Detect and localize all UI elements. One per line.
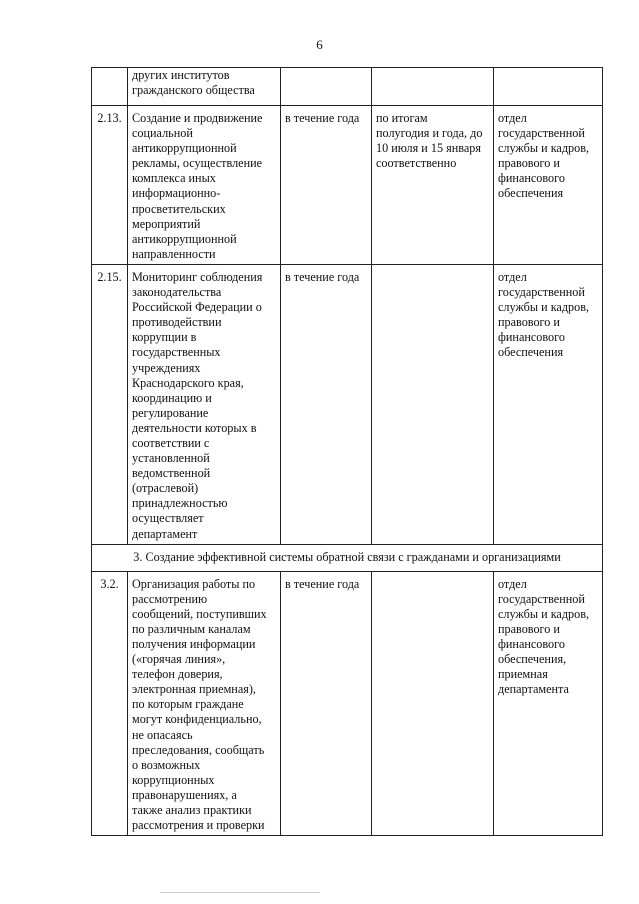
- responsible-cell: [494, 264, 603, 544]
- table-row-2-15: [92, 264, 603, 544]
- term-cell: [281, 68, 372, 106]
- page-number: 6: [316, 37, 323, 52]
- scan-artifact-line: [160, 892, 320, 893]
- term-cell: [281, 264, 372, 544]
- responsible-cell: [494, 106, 603, 265]
- item-number: 2.13.: [97, 111, 122, 125]
- term-cell: [281, 571, 372, 836]
- reporting-cell: [372, 264, 494, 544]
- table-row-2-13: [92, 106, 603, 265]
- item-number-cell: [92, 106, 128, 265]
- table-row-3-2: [92, 571, 603, 836]
- item-number-cell: [92, 571, 128, 836]
- section-heading-row: [92, 544, 603, 571]
- reporting-cell: [372, 106, 494, 265]
- responsible-cell: [494, 571, 603, 836]
- activity-text: других институтов гражданского общества: [132, 68, 255, 98]
- term-text: в течение года: [285, 111, 360, 125]
- term-text: в течение года: [285, 576, 360, 591]
- activity-cell: [128, 264, 281, 544]
- table-row-continued: [92, 68, 603, 106]
- section-heading: 3. Создание эффективной системы обратной связи с гражданами и организациями: [92, 544, 603, 571]
- measures-table: [91, 67, 603, 836]
- item-number: 3.2.: [100, 576, 119, 591]
- reporting-text: по итогам полугодия и года, до 10 июля и 15 января соответственно: [376, 111, 483, 171]
- responsible-text: отдел государственной службы и кадров, правового и финансового обеспечения: [498, 269, 590, 360]
- item-number-cell: [92, 68, 128, 106]
- item-number: 2.15.: [97, 269, 122, 284]
- activity-cell: [128, 571, 281, 836]
- responsible-text: отдел государственной службы и кадров, правового и финансового обеспечения, приемная департамента: [498, 576, 590, 697]
- activity-text: Организация работы по рассмотрению сообщений, поступивших по различным каналам получения информации («горячая линия», телефон доверия, электронная приемная), по которым граждане могут конфиденциально, не опасаясь преследования, сообщать о возможных коррупционных правонарушениях, а также анализ практики рассмотрения и проверки: [132, 576, 267, 833]
- activity-text: Мониторинг соблюдения законодательства Российской Федерации о противодействии коррупции в государственных учреждениях Краснодарского края, координацию и регулирование деятельности которых в соответствии с установленной ведомственной (отраслевой) принадлежностью осуществляет департамент: [132, 269, 263, 541]
- term-text: в течение года: [285, 269, 360, 284]
- responsible-text: отдел государственной службы и кадров, правового и финансового обеспечения: [498, 111, 590, 201]
- term-cell: [281, 106, 372, 265]
- reporting-cell: [372, 571, 494, 836]
- reporting-cell: [372, 68, 494, 106]
- responsible-cell: [494, 68, 603, 106]
- activity-cell: [128, 68, 281, 106]
- item-number-cell: [92, 264, 128, 544]
- activity-cell: [128, 106, 281, 265]
- activity-text: Создание и продвижение социальной антикоррупционной рекламы, осуществление комплекса иных информационно- просветительских мероприятий антикоррупционной направленности: [132, 111, 263, 261]
